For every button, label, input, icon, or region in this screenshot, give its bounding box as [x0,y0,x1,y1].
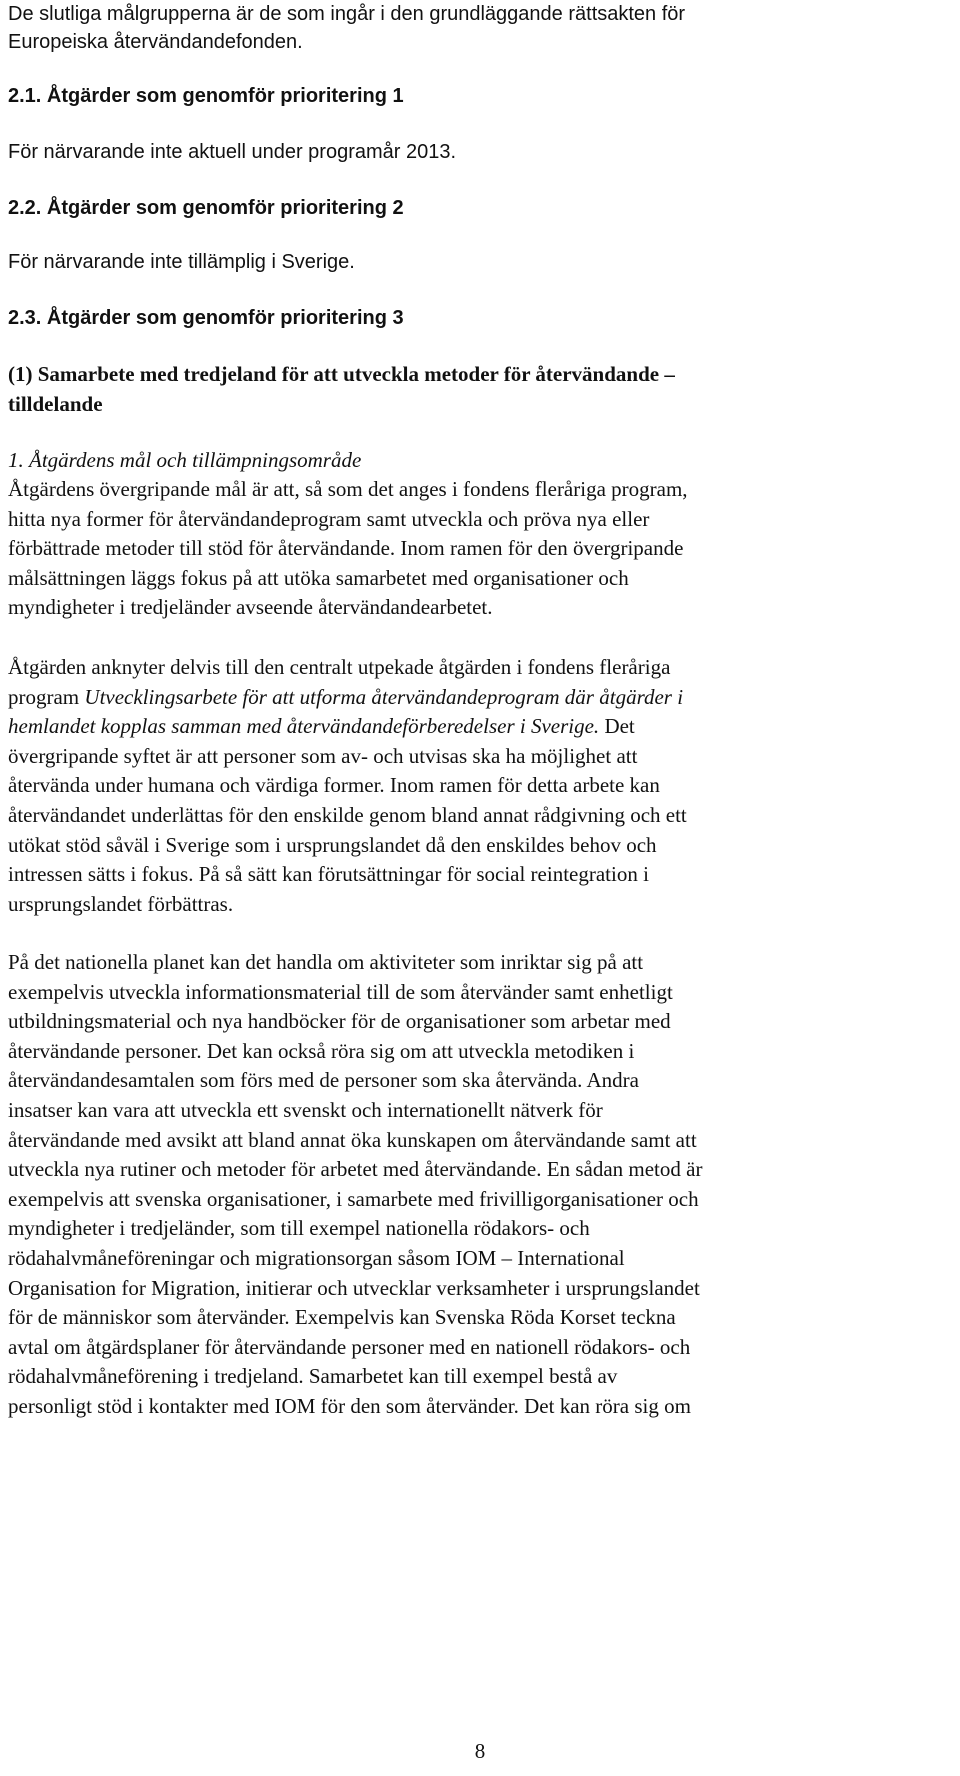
measure-title: (1) Samarbete med tredjeland för att utveckla metoder för återvändande – [8,362,675,386]
section-heading-2-1: 2.1. Åtgärder som genomför prioritering 1 [8,85,404,107]
paragraph-3 [8,948,702,1422]
section-heading-2-2: 2.2. Åtgärder som genomför prioritering 2 [8,197,404,219]
subsection-heading: 1. Åtgärdens mål och tillämpningsområde [8,448,362,472]
paragraph-line: utökat stöd såväl i Sverige som i ursprungslandet då den enskildes behov och [8,832,657,857]
intro-line: De slutliga målgrupperna är de som ingår i den grundläggande rättsakten för [8,3,686,25]
paragraph-line: återvändande personer. Det kan också röra sig om att utveckla metodiken i [8,1038,635,1063]
paragraph-line: återvändandet underlättas för den enskilde genom bland annat rådgivning och ett [8,802,687,827]
paragraph-line: återvändandesamtalen som förs med de personer som ska återvända. Andra [8,1068,639,1093]
program-title-italic: Utvecklingsarbete för att utforma återvändandeprogram där åtgärder i [84,684,684,709]
program-title-italic: hemlandet kopplas samman med återvändandeförberedelser i Sverige. [8,714,600,739]
paragraph-text: program [8,684,85,709]
paragraph-line: utveckla nya rutiner och metoder för arbetet med återvändande. En sådan metod är [8,1157,703,1182]
paragraph-line: förbättrade metoder till stöd för återvändande. Inom ramen för den övergripande [8,536,684,561]
paragraph-line: personligt stöd i kontakter med IOM för den som återvänder. Det kan röra sig om [8,1393,691,1418]
section-text-2-1: För närvarande inte aktuell under programår 2013. [8,141,457,163]
paragraph-line: rödahalvmåneföreningar och migrationsorgan såsom IOM – International [8,1245,625,1270]
section-heading-2-3: 2.3. Åtgärder som genomför prioritering 3 [8,307,404,329]
paragraph-line [8,683,687,713]
paragraph-line: för de människor som återvänder. Exempelvis kan Svenska Röda Korset teckna [8,1305,676,1330]
paragraph-line: avtal om åtgärdsplaner för återvändande personer med en nationell rödakors- och [8,1334,691,1359]
paragraph-line: hitta nya former för återvändandeprogram samt utveckla och pröva nya eller [8,506,650,531]
paragraph-1 [8,475,688,623]
paragraph-line: myndigheter i tredjeländer avseende återvändandearbetet. [8,595,493,620]
section-text-2-2: För närvarande inte tillämplig i Sverige. [8,251,355,273]
intro-line: Europeiska återvändandefonden. [8,31,303,53]
paragraph-line: målsättningen läggs fokus på att utöka samarbetet med organisationer och [8,565,629,590]
paragraph-line: På det nationella planet kan det handla om aktiviteter som inriktar sig på att [8,950,644,974]
paragraph-line: ursprungslandet förbättras. [8,891,234,916]
paragraph-line [8,712,687,742]
paragraph-line: intressen sätts i fokus. På så sätt kan förutsättningar för social reintegration i [8,862,649,887]
paragraph-line: Åtgärdens övergripande mål är att, så som det anges i fondens fleråriga program, [8,477,688,501]
page-number: 8 [474,1739,486,1763]
paragraph-line: återvända under humana och värdiga former. Inom ramen för detta arbete kan [8,773,660,798]
paragraph-2 [8,653,687,919]
paragraph-text: Det [599,714,635,739]
paragraph-line: exempelvis utveckla informationsmaterial till de som återvänder samt enhetligt [8,979,673,1004]
paragraph-line: utbildningsmaterial och nya handböcker för de organisationer som arbetar med [8,1009,671,1034]
paragraph-line: rödahalvmåneförening i tredjeland. Samarbetet kan till exempel bestå av [8,1364,618,1389]
paragraph-line: återvändande med avsikt att bland annat öka kunskapen om återvändande samt att [8,1127,697,1152]
paragraph-line: övergripande syftet är att personer som av- och utvisas ska ha möjlighet att [8,743,638,768]
paragraph-line: exempelvis att svenska organisationer, i samarbete med frivilligorganisationer och [8,1186,699,1211]
paragraph-line: Organisation for Migration, initierar och utvecklar verksamheter i ursprungslandet [8,1275,700,1300]
paragraph-line: insatser kan vara att utveckla ett svenskt och internationellt nätverk för [8,1097,603,1122]
paragraph-line: myndigheter i tredjeländer, som till exempel nationella rödakors- och [8,1216,590,1241]
paragraph-line: Åtgärden anknyter delvis till den centralt utpekade åtgärden i fondens fleråriga [8,655,671,679]
measure-title: tilldelande [8,392,103,416]
